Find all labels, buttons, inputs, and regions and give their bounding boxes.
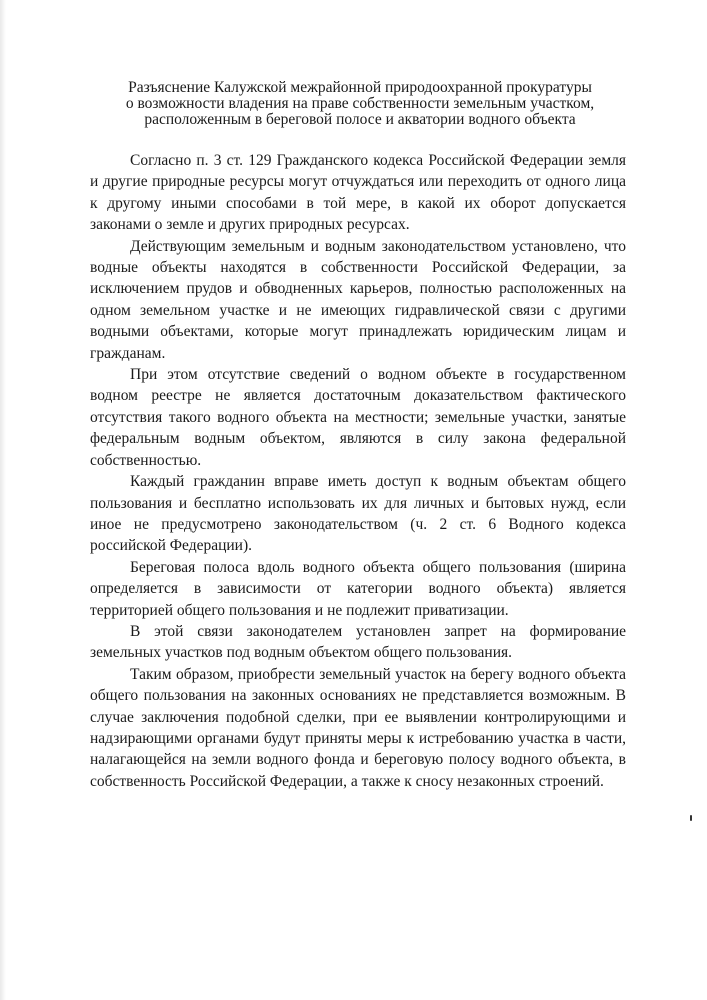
title-line-2: о возможности владения на праве собственности земельным участком, — [125, 95, 595, 112]
title-line-1: Разъяснение Калужской межрайонной природоохранной прокуратуры — [128, 79, 592, 96]
paragraph-5: Береговая полоса вдоль водного объекта общего пользования (ширина определяется в зависимости от категории водного объекта) является территорией общего пользования и не подлежит приватизации. — [90, 558, 626, 619]
title-line-3: расположенным в береговой полосе и акватории водного объекта — [144, 111, 576, 128]
document-body — [90, 150, 626, 792]
paragraph-3: При этом отсутствие сведений о водном объекте в государственном водном реестре не является достаточным доказательством фактического отсутствия такого водного объекта на местности; земельные участки, занятые федеральным водным объектом, являются в силу закона федеральной собственностью. — [90, 366, 626, 469]
paragraph-2: Действующим земельным и водным законодательством установлено, что водные объекты находятся в собственности Российской Федерации, за исключением прудов и обводненных карьеров, полностью расположенных на одном земельном участке и не имеющих гидравлической связи с другими водными объектами, которые могут принадлежать юридическим лицам и гражданам. — [90, 237, 626, 362]
paragraph-1: Согласно п. 3 ст. 129 Гражданского кодекса Российской Федерации земля и другие природные ресурсы могут отчуждаться или переходить от одного лица к другому иными способами в той мере, в какой их оборот допускается законами о земле и других природных ресурсах. — [90, 152, 626, 234]
paragraph-4: Каждый гражданин вправе иметь доступ к водным объектам общего пользования и бесплатно использовать их для личных и бытовых нужд, если иное не предусмотрено законодательством (ч. 2 ст. 6 Водного кодекса российской Федерации). — [90, 473, 626, 555]
scan-speck — [690, 815, 692, 821]
paragraph-6: В этой связи законодателем установлен запрет на формирование земельных участков под водным объектом общего пользования. — [90, 622, 626, 662]
document-title — [80, 80, 640, 128]
paragraph-7: Таким образом, приобрести земельный участок на берегу водного объекта общего пользования на законных основаниях не представляется возможным. В случае заключения подобной сделки, при ее выявлении контролирующими и надзирающими органами будут приняты меры к истребованию участка в части, налагающейся на земли водного фонда и береговую полосу водного объекта, в собственность Российской Федерации, а также к сносу незаконных строений. — [90, 665, 626, 790]
